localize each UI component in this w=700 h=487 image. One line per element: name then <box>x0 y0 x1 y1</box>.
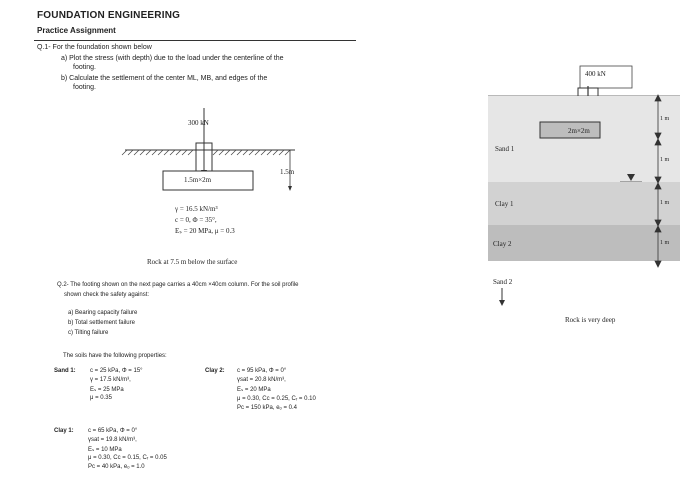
dimension-label: 1 m <box>660 157 670 163</box>
clay1-line: μ = 0.30, Cᴄ = 0.15, Cᵣ = 0.05 <box>88 455 167 461</box>
q1-depth-label: 1.5m <box>280 168 295 176</box>
clay2-label: Clay 2: <box>205 368 225 374</box>
dimension-label: 1 m <box>660 200 670 206</box>
layer-clay1 <box>488 182 680 225</box>
clay2-line: μ = 0.30, Cᴄ = 0.25, Cᵣ = 0.10 <box>237 396 316 402</box>
layer-label-clay1: Clay 1 <box>495 200 514 208</box>
clay2-line: c = 95 kPa, Φ = 0° <box>237 368 287 374</box>
q1-footing-size: 1.5m×2m <box>184 176 212 184</box>
soil-profile-figure <box>480 60 695 310</box>
layer-label-sand2: Sand 2 <box>493 278 513 286</box>
layer-label-sand1: Sand 1 <box>495 145 515 153</box>
q2-item-a: a) Bearing capacity failure <box>68 310 138 316</box>
q1-part-b: b) Calculate the settlement of the center ML, MB, and edges of the <box>61 75 268 82</box>
ground-hatching <box>122 150 290 155</box>
q2-item-c: c) Tilting failure <box>68 330 109 336</box>
q2-heading: Q.2- The footing shown on the next page carries a 40cm ×40cm column. For the soil profile <box>57 282 299 288</box>
q2-properties-intro: The soils have the following properties: <box>63 353 167 359</box>
sand1-line: μ = 0.35 <box>90 395 112 401</box>
q1-footing-figure <box>100 100 320 200</box>
clay1-line: c = 65 kPa, Φ = 0° <box>88 428 138 434</box>
layer-label-clay2: Clay 2 <box>493 240 512 248</box>
q1-part-b-cont: footing. <box>73 84 96 91</box>
profile-footing-label: 2m×2m <box>568 127 590 135</box>
q1-gamma: γ = 16.5 kN/m³ <box>175 205 218 213</box>
q1-heading: Q.1- For the foundation shown below <box>37 44 152 51</box>
clay1-line: Eₛ = 10 MPa <box>88 447 122 453</box>
layer-sand1 <box>488 96 680 182</box>
sand1-label: Sand 1: <box>54 368 76 374</box>
profile-load-label: 400 kN <box>585 70 606 78</box>
clay2-line: γsat = 20.8 kN/m³, <box>237 377 286 383</box>
q2-heading-cont: shown check the safety against: <box>64 292 150 298</box>
clay1-line: Pᴄ = 40 kPa, eₒ = 1.0 <box>88 464 145 470</box>
q2-item-b: b) Total settlement failure <box>68 320 135 326</box>
clay1-line: γsat = 19.8 kN/m³, <box>88 437 137 443</box>
clay1-label: Clay 1: <box>54 428 74 434</box>
dimension-label: 1 m <box>660 116 670 122</box>
q1-part-a: a) Plot the stress (with depth) due to the load under the centerline of the <box>61 55 284 62</box>
sand1-line: Eₛ = 25 MPa <box>90 387 124 393</box>
clay2-line: Pᴄ = 150 kPa, eₒ = 0.4 <box>237 405 297 411</box>
dimension-label: 1 m <box>660 240 670 246</box>
clay2-line: Eₛ = 20 MPa <box>237 387 271 393</box>
q1-es-mu: Eₛ = 20 MPa, μ = 0.3 <box>175 227 235 235</box>
layer-clay2 <box>488 225 680 261</box>
sand1-line: c = 25 kPa, Φ = 15° <box>90 368 143 374</box>
depth-arrow-head <box>288 186 292 191</box>
course-title: FOUNDATION ENGINEERING <box>37 10 181 21</box>
rock-note: Rock is very deep <box>565 316 616 324</box>
q1-rock-note: Rock at 7.5 m below the surface <box>147 258 238 266</box>
q1-load-label: 300 kN <box>188 119 209 127</box>
sand1-line: γ = 17.5 kN/m³, <box>90 377 131 383</box>
header-rule <box>34 40 356 41</box>
q1-c-phi: c = 0, Φ = 35°, <box>175 216 217 224</box>
assignment-subtitle: Practice Assignment <box>37 26 116 35</box>
q1-part-a-cont: footing. <box>73 64 96 71</box>
